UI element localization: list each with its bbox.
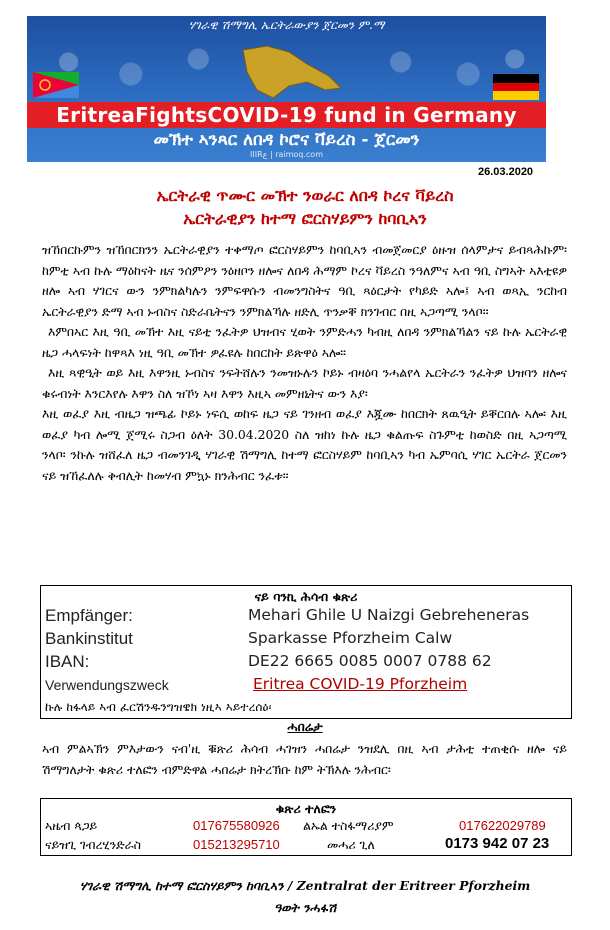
info-text: ኣብ ምልኣኽን ምእታውን ናብ'ዚ ቑጽሪ ሕሳብ ሓገዝን ሓበሬታ ንዝደሊ በዚ ኣብ ታሕቲ ተጠቂሱ ዘሎ ናይ ሽማግለታት ቁጽሪ ተለፎን ብምድዋል ሓበሬታ ክትረኽቡ ከም ትኽእሉ ንሕብር፡ bbox=[42, 741, 567, 777]
iban-row bbox=[45, 652, 567, 674]
phone-title: ቁጽሪ ተለፎን bbox=[275, 801, 337, 816]
bank-details-box bbox=[40, 585, 572, 719]
germany-flag-icon bbox=[493, 74, 539, 100]
recipient-label: Empfänger: bbox=[45, 606, 133, 625]
page-title: ኤርትራዊ ጥሙር መኽተ ንወራር ለበዳ ኮረና ቫይረስ bbox=[156, 186, 454, 205]
body-paragraph: እዚ ወፈያ እዚ ብዜጋ ዝጫፊ ኮይኑ ነፍሲ ወከፍ ዜጋ ናይ ገንዘብ ወፈያ እጇሙ ከበርክት ጸዉዒት ይቐርበሉ ኣሎ፡ እዚ ወፈያ ካብ ሎሚ ጀሚሩ ስጋብ ዕለት 30.04.2020 ስለ ዝከነ ኩሉ ዜጋ ቁልጡፍ ስጉምቲ ከወስድ በዚ ኣጋጣሚ ንላቦ፡ ንኩሉ ዝሸፈለ ዜጋ ብመንገዲ ሃገራዊ ሽማግሊ ከተማ ፎርስሃይም ከባቢኣን ካብ ኤምባሲ ሃገር ኤርትራ ጀርመን ናይ ዝኸፈለሉ ቅብሊት ከመሃብ ምኳኑ ክንሕብር ንፈቱ፡፡ bbox=[42, 406, 567, 483]
contact-name: ናይዝጊ ገብረሂንድራስ bbox=[45, 837, 141, 852]
iban-value: DE22 6665 0085 0007 0788 62 bbox=[248, 652, 492, 670]
body-paragraph: ዝኸበርኩምን ዝኸበርክንን ኤርትራዊያን ተቀማጦ ፎርስሃይምን ከባቢኣን ብመጀመርያ ዕዙዝ ሰላምታና ይብጻሕኩም፡ ከምቲ ኣብ ኩሉ ማዕከናት ዜና ንሰምዖን ንዕዘቦን ዘሎና ለበዳ ሕማም ኮረና ቫይረስ ንዓለምና ኣብ ዓቢ ስግኣት ኣእቲዩዎ ዘሎ ኣብ ሃገርና ውን ንምክልካሉን ንምፍዋሱን ብመንግስትና ዓቢ ጻዕርታት የካይድ ኣሎ፤ ኣብ ወጻኢ ንርከብ ኤርትራዊያን ድማ ኣብ ኑብስና ስድራቤትናን ንምክልኻሉ ዘድሊ ጥንቃቐ ክንገብር በዚ ኣጋጣሚ ንላቦ። bbox=[42, 242, 567, 319]
banner-script-line: ሃገራዊ ሽማግሊ ኤርትራውያን ጀርመን ም.ማ bbox=[188, 18, 385, 32]
contact-name: ልኡል ተስፋማሪያም bbox=[303, 818, 394, 833]
bank-value: Sparkasse Pforzheim Calw bbox=[248, 629, 453, 647]
recipient-row bbox=[45, 606, 567, 628]
contact-phone: 017675580926 bbox=[193, 818, 280, 833]
contact-phone: 015213295710 bbox=[193, 837, 280, 852]
bank-title: ናይ ባንኪ ሕሳብ ቁጽሪ bbox=[254, 589, 358, 604]
bank-note: ኩሉ ከፋላይ ኣብ ፈርሽንዱንግዝዌክ ነዚኣ ኣይተረሰዕ፡ bbox=[45, 700, 272, 714]
bank-label: Bankinstitut bbox=[45, 629, 133, 648]
body-paragraph: እምበኣር እዚ ዓቢ መኽተ እዚ ናይቲ ንፈትዎ ህዝብና ሂወት ንምድሓን ካብዚ ለበዳ ንምክልኻልን ናይ ኩሉ ኤርትራዊ ዜጋ ሓላፍነት ከዋጻእ ነዚ ዓቢ መኽተ ዎፈዩሉ ከበርከት ይጽዋዕ ኣሎ። bbox=[42, 324, 567, 360]
footer-organization: ሃገራዊ ሽማግሊ ከተማ ፎርስሃይምን ከባቢኣን / Zentralrat der Eritreer Pforzheim bbox=[79, 878, 531, 893]
reference-row bbox=[45, 675, 567, 697]
body-paragraph: እዚ ጻዊዒት ወይ እዚ እዋንዚ ኑብስና ንፍትሸሉን ንመዝኑሉን ኮይኑ ብዛዕባ ንሓልየላ ኤርትራን ንፈትዎ ህዝባን ዘሎና ቁሩብነት እንርእየሉ እዋን ስለ ዝኾነ ኣዛ እዋን እዚኣ መምዘኒትና ውን እያ፡ bbox=[42, 365, 567, 401]
contact-name: መሓሪ ጊለ bbox=[327, 837, 375, 852]
contact-phone: 017622029789 bbox=[459, 818, 546, 833]
recipient-value: Mehari Ghile U Naizgi Gebreheneras bbox=[248, 606, 530, 624]
banner-title: EritreaFightsCOVID-19 fund in Germany bbox=[27, 102, 546, 128]
eritrea-flag-icon bbox=[33, 72, 79, 98]
footer-motto: ዓወት ንሓፋሽ bbox=[273, 900, 337, 915]
phone-numbers-box bbox=[40, 798, 572, 856]
page-subtitle: ኤርትራዊያን ከተማ ፎርስሃይምን ከባቢኣን bbox=[183, 209, 427, 228]
contact-name: ኣዜብ ጳጋይ bbox=[45, 818, 98, 833]
reference-value: Eritrea COVID-19 Pforzheim bbox=[253, 675, 468, 693]
info-title: ሓበሬታ bbox=[287, 719, 323, 734]
bank-row bbox=[45, 629, 567, 651]
contact-phone: 0173 942 07 23 bbox=[445, 835, 550, 852]
body-text bbox=[42, 240, 567, 486]
document-date: 26.03.2020 bbox=[478, 166, 534, 178]
reference-label: Verwendungszweck bbox=[45, 677, 169, 693]
banner-footer: IIIRع | raimoq.com bbox=[249, 150, 323, 159]
eritrea-map-icon bbox=[237, 42, 347, 104]
iban-label: IBAN: bbox=[45, 652, 90, 671]
banner-subtitle: መኽተ ኣንጻር ለበዳ ኮሮና ቫይረስ - ጀርመን bbox=[153, 130, 420, 150]
banner-image bbox=[27, 16, 546, 162]
